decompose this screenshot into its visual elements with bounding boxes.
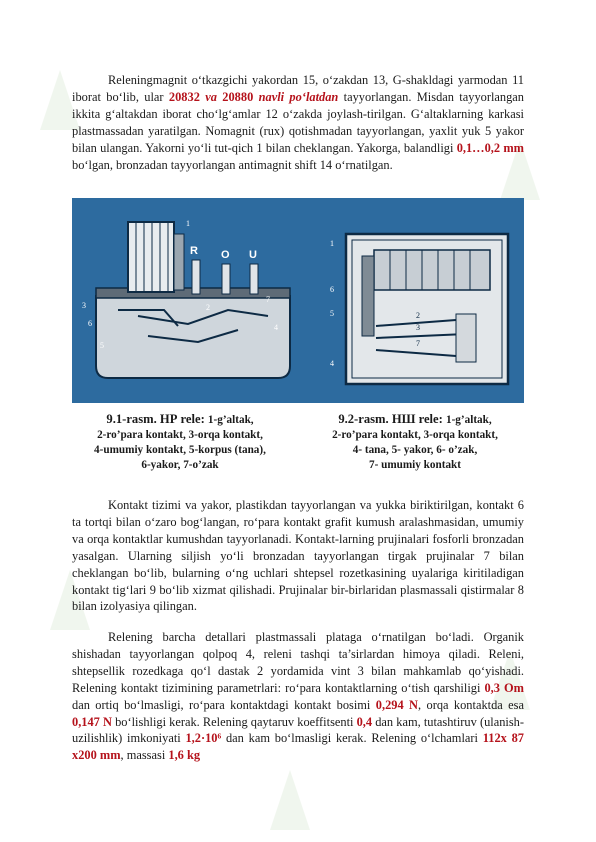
front-contact-pressure: 0,294 N: [375, 697, 419, 712]
callout-3: 3: [416, 323, 420, 332]
paragraph-text: , massasi: [120, 748, 169, 763]
terminal-label-r: R: [190, 245, 198, 257]
terminal-label-u: U: [249, 249, 257, 261]
shim-height-value: 0,1…0,2 mm: [456, 140, 524, 155]
conjunction: va: [199, 89, 223, 104]
caption-title: 9.2-rasm. НШ rele:: [338, 412, 446, 426]
terminal-label-o: O: [221, 249, 230, 261]
relay-dimensions: 112x 87 x200 mm: [72, 731, 524, 763]
callout-5: 5: [330, 309, 334, 318]
caption-figure-9-2: [304, 412, 526, 473]
callout-7: 7: [266, 295, 270, 304]
caption-line: 7- umumiy kontakt: [368, 459, 461, 471]
paragraph-text: dan kam, tutashtiruv (ulanish-uzilishlik) imkoniyati: [72, 714, 524, 746]
back-contact-pressure: 0,147 N: [72, 714, 112, 729]
paragraph-text: , orqa kontaktda esa: [418, 697, 524, 712]
paragraph-text: dan kam bo‘lmasligi kerak. Relening o‘lchamlari: [221, 731, 483, 746]
relay-nsh-diagram: [316, 206, 518, 395]
callout-3: 3: [82, 301, 86, 310]
relay-hp-diagram: [78, 206, 306, 395]
caption-line: 2-ro’para kontakt, 3-orqa kontakt,: [97, 429, 263, 441]
caption-line: 4- tana, 5- yakor, 6- o’zak,: [352, 444, 478, 456]
switching-capacity: 1,2·10⁶: [185, 731, 222, 746]
callout-4: 4: [274, 323, 278, 332]
return-coefficient: 0,4: [356, 714, 373, 729]
steel-grade-1: 20832: [168, 89, 200, 104]
callout-6: 6: [88, 319, 92, 328]
callout-2: 2: [416, 311, 420, 320]
caption-line: 1-g’altak,: [445, 414, 492, 426]
paragraph-contact-system: Kontakt tizimi va yakor, plastikdan tayyorlangan va yukka biriktirilgan, kontakt 6 ta tortqi bilan o‘zaro bog‘langan, ro‘para kontakt grafit kumush aralashmasidan, umumiy va orqa kontaktlar kumushdan tayyorlanadi. Kontakt-larning prujinalari fosforli bronzadan yasalgan. Ularning siljish yo‘li bronzadan tayyorlangan tirgak prujinalar 7 bilan cheklangan bo‘lib, bularning o‘ng uchlari shtepsel rozetkasining uyalariga kiritiladigan kontakt tig‘lari 9 bo‘lib xizmat qilishadi. Prujinalar bir-birlaridan plasmassali qistirmalar 8 bilan izolyasiya qilingan.: [72, 498, 524, 614]
paragraph-relay-parameters: [72, 629, 524, 764]
callout-7: 7: [416, 339, 420, 348]
relay-figure: [72, 198, 524, 403]
caption-line: 4-umumiy kontakt, 5-korpus (tana),: [94, 444, 266, 456]
paragraph-magnetic-circuit: [72, 72, 524, 173]
callout-5: 5: [100, 341, 104, 350]
steel-mark-text: navli po‘latdan: [253, 89, 339, 104]
paragraph-text: tayyorlangan. Misdan tayyorlangan ikkita g‘altakdan iborat cho‘lg‘amlar 12 o‘zakda joylash-tirilgan. G‘altaklarning karkasi plastmassadan yaratilgan. Nomagnit (rux) qotishmadan tayyorlangan, yaxlit yuk 5 yakor bilan ulangan. Yakorni yo‘li tut-qich 1 bilan cheklangan. Yakorga, balandligi: [72, 89, 524, 155]
paragraph-text: Releningmagnit o‘tkazgichi yakordan 15, o‘zakdan 13, G-shakldagi yarmodan 11 iborat bo‘lib, ular: [72, 73, 524, 104]
callout-1: 1: [186, 219, 190, 228]
caption-title: 9.1-rasm. НР rele:: [106, 412, 208, 426]
watermark-logo-icon: [260, 760, 320, 840]
callout-1: 1: [330, 239, 334, 248]
steel-grade-2: 20880: [222, 89, 254, 104]
paragraph-text: bo‘lishligi kerak. Relening qaytaruv koeffitsenti: [111, 714, 357, 729]
relay-mass: 1,6 kg: [168, 748, 201, 763]
paragraph-text: Relening barcha detallari plastmassali plataga o‘rnatilgan bo‘ladi. Organik shishadan tayyorlangan qolpoq 4, releni tashqi ta’sirlardan himoya qiladi. Releni, shtepsellik rozedkaga qo‘l dastak 2 yordamida vint 3 bilan mahkamlab qo‘yishadi. Relening kontakt tizimining parametrlari: ro‘para kontaktlarning o‘tish qarshiligi: [72, 630, 524, 695]
paragraph-text: bo‘lgan, bronzadan tayyorlangan antimagnit shift 14 o‘rnatilgan.: [72, 157, 393, 172]
caption-line: 2-ro’para kontakt, 3-orqa kontakt,: [332, 429, 498, 441]
callout-2: 2: [206, 303, 210, 312]
resistance-value: 0,3 Om: [484, 680, 525, 695]
caption-figure-9-1: [72, 412, 288, 473]
callout-4: 4: [330, 359, 334, 368]
callout-6: 6: [330, 285, 334, 294]
paragraph-text: dan ortiq bo‘lmasligi, ro‘para kontaktdagi kontakt bosimi: [72, 697, 376, 712]
caption-line: 1-g’altak,: [207, 414, 254, 426]
caption-line: 6-yakor, 7-o’zak: [141, 459, 219, 471]
